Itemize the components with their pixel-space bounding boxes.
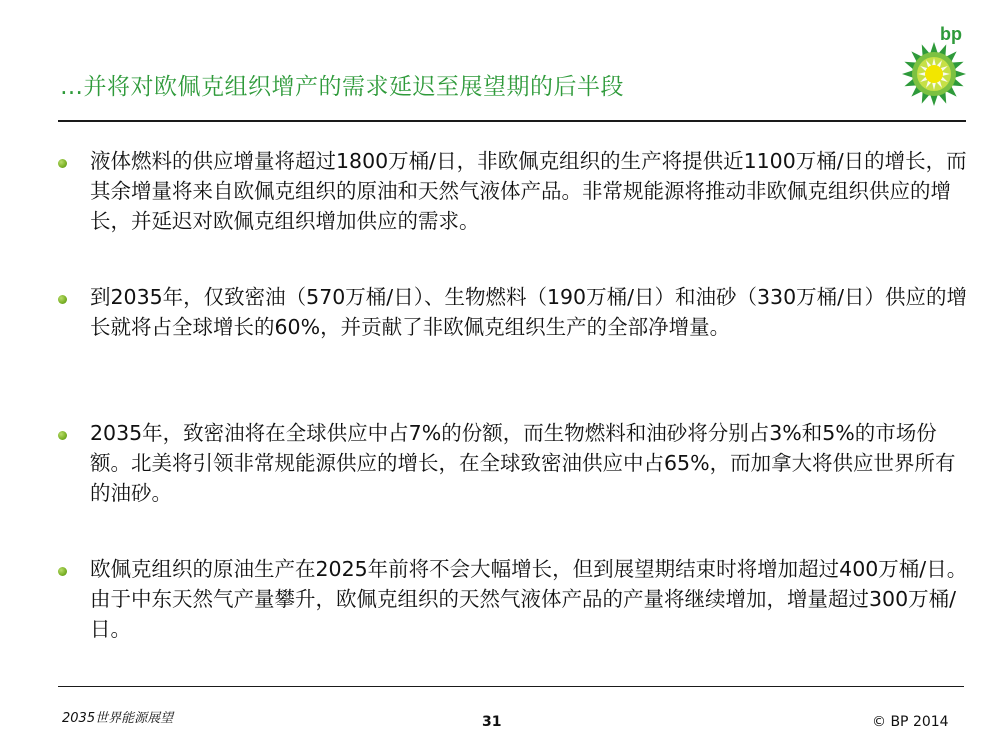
bullet-text: 欧佩克组织的原油生产在2025年前将不会大幅增长，但到展望期结束时将增加超过400万桶/日。由于中东天然气产量攀升，欧佩克组织的天然气液体产品的产量将继续增加，增量超过300万桶/日。 (90, 557, 968, 641)
bullet-text: 液体燃料的供应增量将超过1800万桶/日，非欧佩克组织的生产将提供近1100万桶/日的增长，而其余增量将来自欧佩克组织的原油和天然气液体产品。非常规能源将推动非欧佩克组织供应的增长，并延迟对欧佩克组织增加供应的需求。 (90, 149, 967, 233)
footer-publication: 2035世界能源展望 (62, 711, 174, 726)
bp-helios-logo-icon (898, 24, 970, 110)
page-number: 31 (482, 714, 502, 730)
title-divider (58, 120, 966, 122)
bullet-dot-icon (58, 567, 67, 576)
slide-title: …并将对欧佩克组织增产的需求延迟至展望期的后半段 (60, 74, 624, 100)
bullet-dot-icon (58, 159, 67, 168)
footer-copyright: © BP 2014 (872, 714, 949, 730)
bullet-dot-icon (58, 295, 67, 304)
bullet-dot-icon (58, 431, 67, 440)
footer-divider (58, 686, 964, 687)
bullet-text: 2035年，致密油将在全球供应中占7%的份额，而生物燃料和油砂将分别占3%和5%的市场份额。北美将引领非常规能源供应的增长，在全球致密油供应中占65%，而加拿大将供应世界所有的油砂。 (90, 421, 956, 505)
logo-wordmark: bp (940, 24, 962, 44)
bullet-text: 到2035年，仅致密油（570万桶/日）、生物燃料（190万桶/日）和油砂（330万桶/日）供应的增长就将占全球增长的60%，并贡献了非欧佩克组织生产的全部净增量。 (90, 285, 968, 339)
